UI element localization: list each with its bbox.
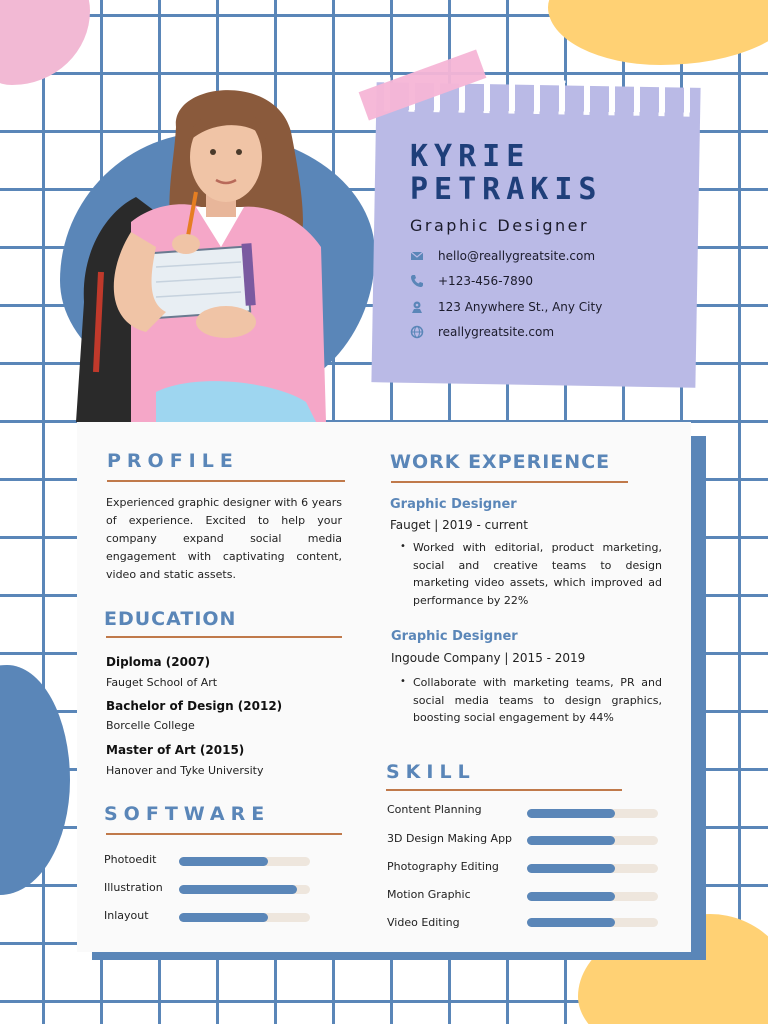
job-title-2: Graphic Designer (391, 629, 518, 644)
phone-text: +123-456-7890 (438, 274, 534, 288)
skill-heading: SKILL (386, 761, 476, 783)
contact-email[interactable] (410, 249, 595, 263)
profile-text: Experienced graphic designer with 6 years of experience. Excited to help your company expand social media engagement with captivating content, video and static assets. (106, 496, 342, 581)
work-heading: WORK EXPERIENCE (390, 451, 611, 473)
email-icon (410, 249, 424, 263)
education-degree-2: Bachelor of Design (2012) (106, 699, 283, 713)
skill-bar-fill-4 (527, 892, 615, 901)
job-title-1: Graphic Designer (390, 497, 517, 512)
software-bar-1 (179, 857, 310, 866)
skill-bar-fill-2 (527, 836, 615, 845)
software-bar-3 (179, 913, 310, 922)
education-school-3: Hanover and Tyke University (106, 764, 264, 777)
skill-label-3: Photography Editing (387, 860, 499, 873)
first-name: KYRIE (410, 139, 531, 174)
software-label-2: Illustration (104, 881, 163, 894)
skill-bar-1 (527, 809, 658, 818)
profile-heading: PROFILE (107, 450, 239, 472)
work-divider (391, 481, 628, 483)
contact-address[interactable] (410, 300, 602, 314)
job-description-1: Worked with editorial, product marketing, social and creative teams to design marketing video assets, which improved ad performance by 22% (413, 541, 662, 607)
name-card (371, 82, 700, 388)
contact-phone[interactable] (410, 274, 533, 288)
education-school-1: Fauget School of Art (106, 676, 218, 689)
skill-divider (386, 789, 622, 791)
education-school-2: Borcelle College (106, 719, 195, 732)
education-degree-1: Diploma (2007) (106, 655, 211, 669)
software-bar-fill-2 (179, 885, 297, 894)
software-label-1: Photoedit (104, 853, 157, 866)
bullet-icon: • (400, 676, 406, 687)
skill-bar-3 (527, 864, 658, 873)
software-heading: SOFTWARE (104, 803, 271, 825)
profile-divider (107, 480, 345, 482)
skill-label-4: Motion Graphic (387, 888, 471, 901)
full-name (410, 140, 603, 206)
skill-bar-2 (527, 836, 658, 845)
skill-bar-4 (527, 892, 658, 901)
job-description-2: Collaborate with marketing teams, PR and social media teams to design graphics, boosting social engagement by 44% (413, 676, 662, 724)
globe-icon (410, 325, 424, 339)
phone-icon (410, 274, 424, 288)
software-label-3: Inlayout (104, 909, 149, 922)
skill-bar-5 (527, 918, 658, 927)
location-icon (410, 300, 424, 314)
job-role: Graphic Designer (410, 216, 590, 235)
website-text: reallygreatsite.com (438, 325, 555, 339)
contact-website[interactable] (410, 325, 554, 339)
education-divider (106, 636, 342, 638)
decorative-blob-blue-left (0, 665, 70, 895)
last-name: PETRAKIS (410, 172, 603, 207)
job-company-2: Ingoude Company | 2015 - 2019 (391, 651, 586, 665)
education-heading: EDUCATION (104, 608, 237, 630)
skill-bar-fill-3 (527, 864, 615, 873)
software-divider (106, 833, 342, 835)
decorative-blob-yellow-top (548, 0, 768, 65)
skill-label-5: Video Editing (387, 916, 460, 929)
software-bar-2 (179, 885, 310, 894)
job-company-1: Fauget | 2019 - current (390, 518, 528, 532)
software-bar-fill-3 (179, 913, 268, 922)
skill-label-2: 3D Design Making App (387, 832, 513, 845)
skill-label-1: Content Planning (387, 803, 482, 816)
education-degree-3: Master of Art (2015) (106, 743, 245, 757)
address-text: 123 Anywhere St., Any City (438, 300, 603, 314)
software-bar-fill-1 (179, 857, 268, 866)
email-text: hello@reallygreatsite.com (438, 249, 596, 263)
bullet-icon: • (400, 541, 406, 552)
profile-photo (76, 72, 326, 422)
skill-bar-fill-1 (527, 809, 615, 818)
skill-bar-fill-5 (527, 918, 615, 927)
